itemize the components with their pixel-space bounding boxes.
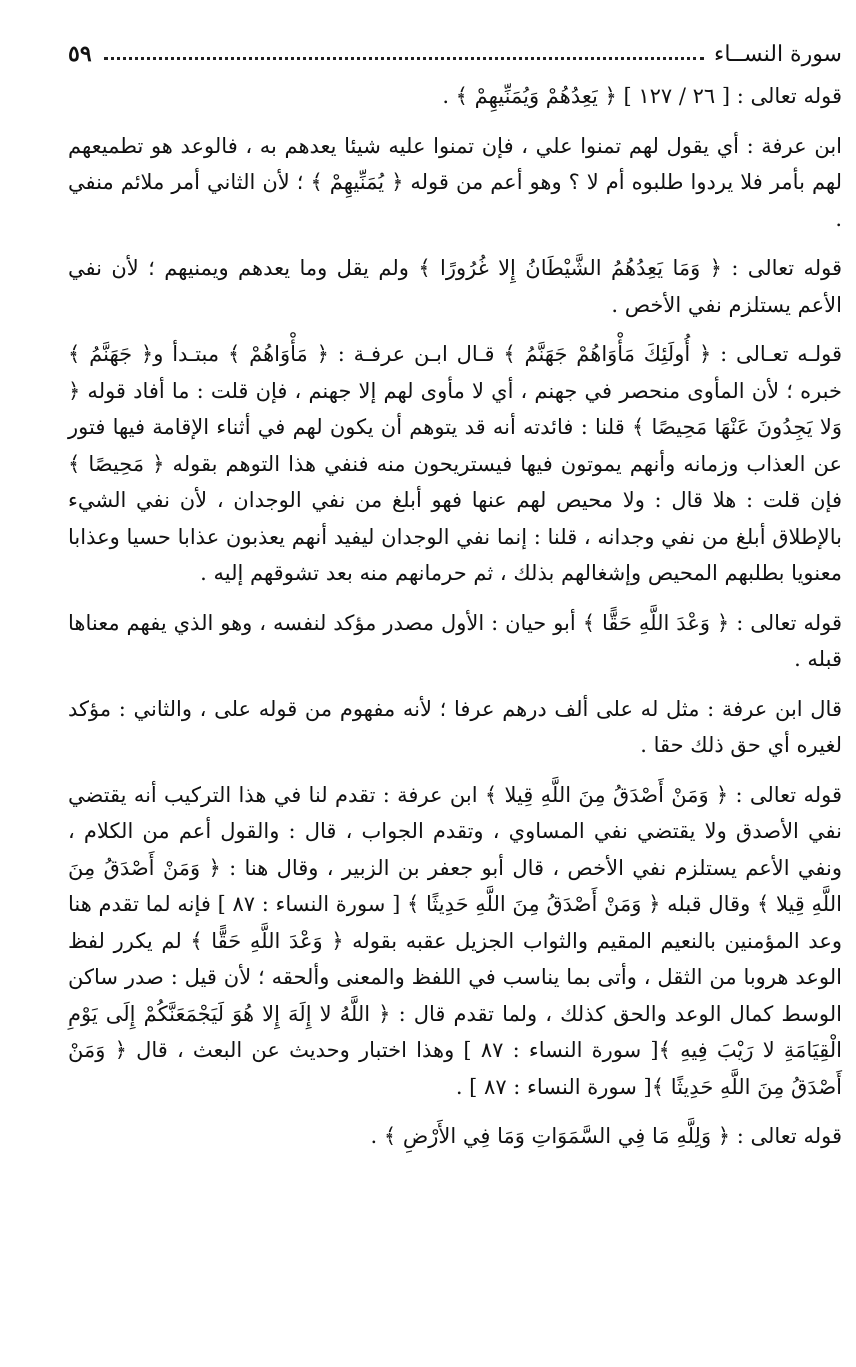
running-header — [68, 36, 842, 72]
paragraph-6: قال ابن عرفة : مثل له على ألف درهم عرفا ؛ لأنه مفهوم من قوله على ، والثاني : مؤكد لغيره أي حق ذلك حقا . — [68, 696, 842, 757]
paragraph-4: قولـه تعـالى : ﴿ أُولَئِكَ مَأْوَاهُمْ جَهَنَّمُ ﴾ قـال ابـن عرفـة : ﴿ مَأْوَاهُمْ ﴾ مبتـدأ و﴿ جَهَنَّمُ ﴾ خبره ؛ لأن المأوى منحصر في جهنم ، أي لا مأوى لهم إلا جهنم ، فإن قلت : ما أفاد قوله ﴿ وَلا يَجِدُونَ عَنْهَا مَحِيصًا ﴾ قلنا : فائدته أنه قد يتوهم أن يكون لهم في أثناء الإقامة فيها فتور عن العذاب وزمانه وأنهم يموتون فيها فيستريحون منه فنفي هذا التوهم بقوله ﴿ مَحِيصًا ﴾ فإن قلت : هلا قال : ولا محيص لهم عنها فهو أبلغ من نفي الوجدان ، لأن نفي الشيء بالإطلاق أبلغ من نفي وجدانه ، قلنا : إنما نفي الوجدان ليفيد أنهم يعذبون عذابا حسيا وعذابا معنويا بطلبهم المحيص وإشغالهم بذلك ، ثم حرمانهم منه بعد تشوقهم إليه . — [68, 342, 842, 585]
paragraph-7: قوله تعالى : ﴿ وَمَنْ أَصْدَقُ مِنَ اللَّهِ قِيلا ﴾ ابن عرفة : تقدم لنا في هذا التركيب أنه يقتضي نفي الأصدق ولا يقتضي نفي المساوي ، وتقدم الجواب ، قال : والقول أعم من الكلام ، ونفي الأعم يستلزم نفي الأخص ، قال أبو جعفر بن الزبير ، وقال هنا : ﴿ وَمَنْ أَصْدَقُ مِنَ اللَّهِ قِيلا ﴾ وقال قبله ﴿ وَمَنْ أَصْدَقُ مِنَ اللَّهِ حَدِيثًا ﴾ [ سورة النساء : ٨٧ ] فإنه لما تقدم هنا وعد المؤمنين بالنعيم المقيم والثواب الجزيل عقبه بقوله ﴿ وَعْدَ اللَّهِ حَقًّا ﴾ لم يكرر لفظ الوعد هروبا من الثقل ، وأتى بما يناسب في اللفظ والمعنى وألحقه ؛ لأن قيل : صدر ساكن الوسط كمال الوعد والحق كذلك ، ولما تقدم قال : ﴿ اللَّهُ لا إِلَهَ إِلا هُوَ لَيَجْمَعَنَّكُمْ إِلَى يَوْمِ الْقِيَامَةِ لا رَيْبَ فِيهِ ﴾[ سورة النساء : ٨٧ ] وهذا اختبار وحديث عن البعث ، قال ﴿ وَمَنْ أَصْدَقُ مِنَ اللَّهِ حَدِيثًا ﴾[ سورة النساء : ٨٧ ] . — [68, 782, 842, 1099]
paragraph-2: ابن عرفة : أي يقول لهم تمنوا علي ، فإن تمنوا عليه شيئا يعدهم به ، فالوعد هو تطميعهم لهم بأمر فلا يردوا طلبوه أم لا ؟ وهو أعم من قوله ﴿ يُمَنِّيهِمْ ﴾ ؛ لأن الثاني أمر ملائم منفي . — [68, 133, 842, 231]
surah-title: سورة النســاء — [714, 41, 842, 67]
paragraph-5: قوله تعالى : ﴿ وَعْدَ اللَّهِ حَقًّا ﴾ أبو حيان : الأول مصدر مؤكد لنفسه ، وهو الذي يفهم معناها قبله . — [68, 610, 842, 671]
paragraph-1: قوله تعالى : [ ٢٦ / ١٢٧ ] ﴿ يَعِدُهُمْ وَيُمَنِّيهِمْ ﴾ . — [442, 84, 842, 108]
paragraph-3: قوله تعالى : ﴿ وَمَا يَعِدُهُمُ الشَّيْطَانُ إِلا غُرُورًا ﴾ ولم يقل وما يعدهم ويمنيهم ؛ لأن نفي الأعم يستلزم نفي الأخص . — [68, 256, 842, 317]
page-number: ٥٩ — [68, 41, 92, 67]
header-dotted-rule — [104, 57, 704, 60]
body-text — [68, 78, 842, 1155]
paragraph-8: قوله تعالى : ﴿ وَلِلَّهِ مَا فِي السَّمَوَاتِ وَمَا فِي الأَرْضِ ﴾ . — [370, 1124, 842, 1148]
book-page — [68, 36, 842, 1327]
